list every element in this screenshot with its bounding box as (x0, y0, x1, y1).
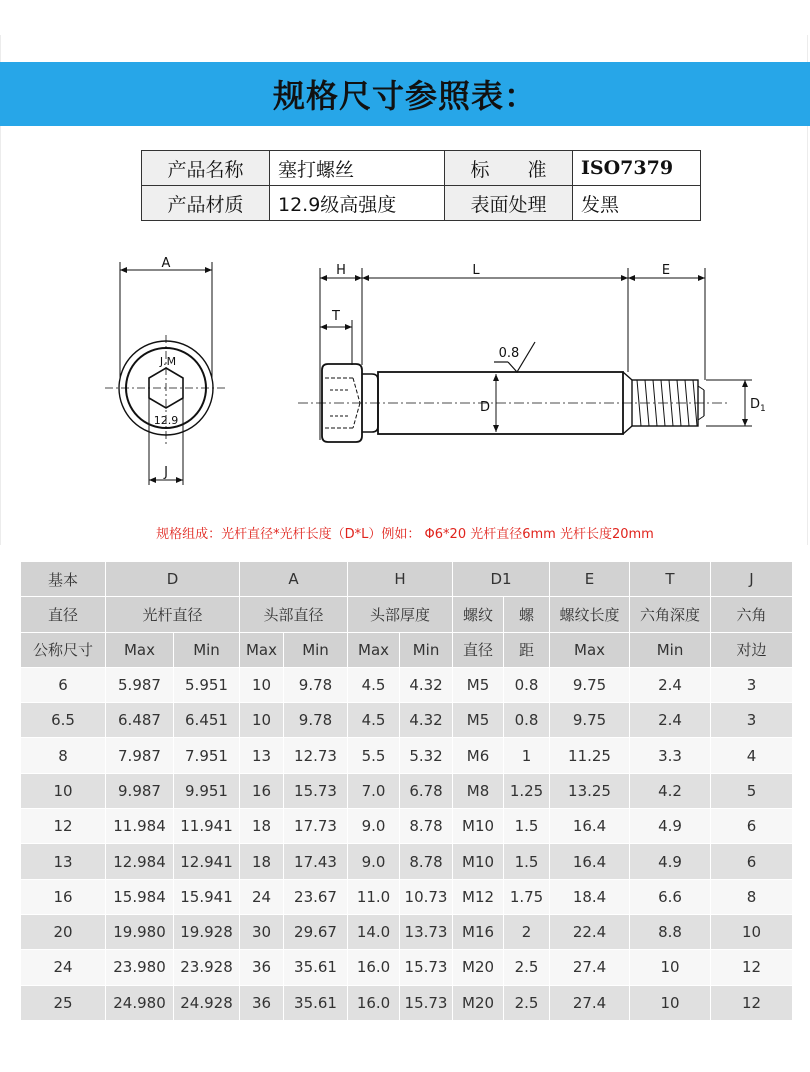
table-cell: 7.987 (106, 738, 174, 773)
header-across-flats: 对边 (711, 632, 793, 667)
table-row (21, 879, 793, 914)
header-hex-depth: 六角深度 (630, 597, 711, 632)
table-cell: 4.32 (400, 667, 453, 702)
table-cell: 6 (711, 844, 793, 879)
table-cell: 11.0 (348, 879, 400, 914)
spec-caption: 规格组成：光杆直径*光杆长度（D*L）例如： Φ6*20 光杆直径6mm 光杆长度20mm (156, 527, 654, 542)
dim-label-H: H (336, 263, 346, 278)
table-row (21, 738, 793, 773)
table-row (21, 950, 793, 985)
material-value: 12.9级高强度 (270, 186, 445, 221)
table-row (21, 773, 793, 808)
header-H-max: Max (348, 632, 400, 667)
table-cell: 16 (21, 879, 106, 914)
head-mark-label: J.M (159, 355, 177, 368)
table-cell: 20 (21, 914, 106, 949)
table-cell: 5.951 (174, 667, 240, 702)
table-cell: 24.980 (106, 985, 174, 1020)
table-cell: 11.941 (174, 809, 240, 844)
header-A-max: Max (240, 632, 284, 667)
table-cell: 9.75 (550, 667, 630, 702)
spec-header-row-1 (21, 562, 793, 597)
table-cell: 13 (21, 844, 106, 879)
table-row (21, 667, 793, 702)
table-cell: 10 (21, 773, 106, 808)
table-cell: M5 (453, 703, 504, 738)
table-cell: 19.980 (106, 914, 174, 949)
screw-technical-drawing (0, 240, 810, 510)
spec-header-row-2 (21, 597, 793, 632)
table-cell: 0.8 (504, 703, 550, 738)
page-title: 规格尺寸参照表： (272, 77, 537, 115)
table-cell: 16 (240, 773, 284, 808)
title-banner (0, 62, 810, 126)
table-cell: 9.0 (348, 844, 400, 879)
dim-label-D: D (479, 400, 490, 415)
material-label: 产品材质 (142, 186, 270, 221)
header-thread-length: 螺纹长度 (550, 597, 630, 632)
table-cell: 4.9 (630, 844, 711, 879)
table-cell: 10 (240, 703, 284, 738)
table-cell: M5 (453, 667, 504, 702)
table-cell: 17.43 (284, 844, 348, 879)
table-cell: 4.5 (348, 667, 400, 702)
table-cell: 6.6 (630, 879, 711, 914)
table-cell: 5 (711, 773, 793, 808)
header-H-min: Min (400, 632, 453, 667)
header-head-thickness: 头部厚度 (348, 597, 453, 632)
table-cell: 15.73 (400, 985, 453, 1020)
header-A: A (240, 562, 348, 597)
table-cell: 2 (504, 914, 550, 949)
table-cell: 0.8 (504, 667, 550, 702)
spec-header-row-3 (21, 632, 793, 667)
table-cell: 29.67 (284, 914, 348, 949)
dim-label-L: L (472, 263, 480, 278)
info-row-1 (142, 151, 701, 186)
table-cell: 10 (630, 950, 711, 985)
table-cell: 24 (21, 950, 106, 985)
table-cell: 8.78 (400, 809, 453, 844)
header-H: H (348, 562, 453, 597)
table-cell: M10 (453, 844, 504, 879)
table-cell: 11.25 (550, 738, 630, 773)
table-cell: 6.5 (21, 703, 106, 738)
table-cell: M16 (453, 914, 504, 949)
table-cell: 19.928 (174, 914, 240, 949)
table-cell: 9.75 (550, 703, 630, 738)
table-cell: 16.4 (550, 844, 630, 879)
header-thread: 螺纹 (453, 597, 504, 632)
dim-label-T: T (332, 309, 340, 324)
table-cell: 27.4 (550, 950, 630, 985)
table-cell: 23.67 (284, 879, 348, 914)
header-head-diameter: 头部直径 (240, 597, 348, 632)
header-thread-pitch-2: 距 (504, 632, 550, 667)
header-basic: 基本 (21, 562, 106, 597)
table-cell: M20 (453, 985, 504, 1020)
table-cell: 1 (504, 738, 550, 773)
header-nominal-size: 公称尺寸 (21, 632, 106, 667)
table-cell: 8.8 (630, 914, 711, 949)
table-cell: 2.4 (630, 703, 711, 738)
table-cell: 15.73 (284, 773, 348, 808)
header-A-min: Min (284, 632, 348, 667)
table-row (21, 809, 793, 844)
table-row (21, 703, 793, 738)
table-cell: 18 (240, 809, 284, 844)
table-cell: 4.5 (348, 703, 400, 738)
header-T: T (630, 562, 711, 597)
header-thread-pitch-1: 螺 (504, 597, 550, 632)
table-cell: 5.987 (106, 667, 174, 702)
table-cell: 2.4 (630, 667, 711, 702)
table-cell: 2.5 (504, 985, 550, 1020)
table-cell: 36 (240, 950, 284, 985)
product-name-value: 塞打螺丝 (270, 151, 445, 186)
surface-treatment-label: 表面处理 (445, 186, 573, 221)
table-cell: 12 (711, 985, 793, 1020)
table-cell: 16.4 (550, 809, 630, 844)
table-cell: 23.928 (174, 950, 240, 985)
dim-label-J: J (164, 465, 168, 480)
table-cell: 9.987 (106, 773, 174, 808)
surface-treatment-value: 发黑 (573, 186, 701, 221)
table-row (21, 985, 793, 1020)
table-cell: 12 (711, 950, 793, 985)
table-cell: 8 (711, 879, 793, 914)
table-cell: 3 (711, 703, 793, 738)
table-cell: 24 (240, 879, 284, 914)
table-cell: 1.25 (504, 773, 550, 808)
header-E: E (550, 562, 630, 597)
product-name-label: 产品名称 (142, 151, 270, 186)
header-D-max: Max (106, 632, 174, 667)
header-E-max: Max (550, 632, 630, 667)
table-cell: 5.5 (348, 738, 400, 773)
table-cell: 18 (240, 844, 284, 879)
table-cell: 6.451 (174, 703, 240, 738)
table-cell: 2.5 (504, 950, 550, 985)
table-cell: M10 (453, 809, 504, 844)
table-cell: 9.951 (174, 773, 240, 808)
table-cell: 13.73 (400, 914, 453, 949)
table-cell: 5.32 (400, 738, 453, 773)
table-cell: 16.0 (348, 950, 400, 985)
table-cell: 6 (21, 667, 106, 702)
header-J: J (711, 562, 793, 597)
header-D1: D1 (453, 562, 550, 597)
table-cell: 12.941 (174, 844, 240, 879)
table-cell: 6 (711, 809, 793, 844)
table-cell: 10 (240, 667, 284, 702)
table-cell: 13 (240, 738, 284, 773)
table-cell: 18.4 (550, 879, 630, 914)
table-cell: 12.984 (106, 844, 174, 879)
dim-label-D1: $D_1$ (750, 397, 766, 414)
table-cell: 4.2 (630, 773, 711, 808)
table-cell: 12 (21, 809, 106, 844)
roughness-label: 0.8 (498, 346, 520, 361)
table-cell: 11.984 (106, 809, 174, 844)
table-cell: 6.487 (106, 703, 174, 738)
header-shank-diameter: 光杆直径 (106, 597, 240, 632)
table-cell: 10 (711, 914, 793, 949)
table-cell: 16.0 (348, 985, 400, 1020)
table-cell: 22.4 (550, 914, 630, 949)
table-cell: 7.0 (348, 773, 400, 808)
table-cell: 24.928 (174, 985, 240, 1020)
standard-value: ISO7379 (573, 151, 701, 186)
table-cell: 23.980 (106, 950, 174, 985)
table-cell: 4 (711, 738, 793, 773)
end-view (105, 262, 228, 485)
table-cell: 4.32 (400, 703, 453, 738)
table-cell: 30 (240, 914, 284, 949)
dim-label-A: A (161, 256, 171, 271)
table-cell: M8 (453, 773, 504, 808)
table-cell: 8 (21, 738, 106, 773)
table-cell: 4.9 (630, 809, 711, 844)
standard-label: 标 准 (445, 151, 573, 186)
table-row (21, 914, 793, 949)
table-cell: 14.0 (348, 914, 400, 949)
table-cell: M6 (453, 738, 504, 773)
product-info-table (141, 150, 701, 221)
header-T-min: Min (630, 632, 711, 667)
side-view (298, 268, 752, 442)
info-row-2 (142, 186, 701, 221)
table-cell: 17.73 (284, 809, 348, 844)
table-cell: M20 (453, 950, 504, 985)
table-cell: 13.25 (550, 773, 630, 808)
table-cell: 1.5 (504, 844, 550, 879)
table-cell: 15.984 (106, 879, 174, 914)
table-cell: 9.78 (284, 703, 348, 738)
header-D-min: Min (174, 632, 240, 667)
spec-table (20, 561, 793, 1021)
table-cell: 25 (21, 985, 106, 1020)
header-D: D (106, 562, 240, 597)
table-cell: 8.78 (400, 844, 453, 879)
table-cell: 6.78 (400, 773, 453, 808)
table-cell: 3.3 (630, 738, 711, 773)
header-diameter: 直径 (21, 597, 106, 632)
dim-label-E: E (661, 263, 671, 278)
grade-mark-label: 12.9 (153, 414, 179, 427)
table-cell: 36 (240, 985, 284, 1020)
table-cell: 27.4 (550, 985, 630, 1020)
table-cell: 12.73 (284, 738, 348, 773)
header-hex: 六角 (711, 597, 793, 632)
table-cell: M12 (453, 879, 504, 914)
table-cell: 15.941 (174, 879, 240, 914)
table-cell: 1.75 (504, 879, 550, 914)
header-thread-diameter: 直径 (453, 632, 504, 667)
table-cell: 3 (711, 667, 793, 702)
table-row (21, 844, 793, 879)
table-cell: 7.951 (174, 738, 240, 773)
table-cell: 9.78 (284, 667, 348, 702)
table-cell: 15.73 (400, 950, 453, 985)
table-cell: 9.0 (348, 809, 400, 844)
table-cell: 35.61 (284, 950, 348, 985)
table-cell: 35.61 (284, 985, 348, 1020)
table-cell: 10.73 (400, 879, 453, 914)
table-cell: 10 (630, 985, 711, 1020)
table-cell: 1.5 (504, 809, 550, 844)
